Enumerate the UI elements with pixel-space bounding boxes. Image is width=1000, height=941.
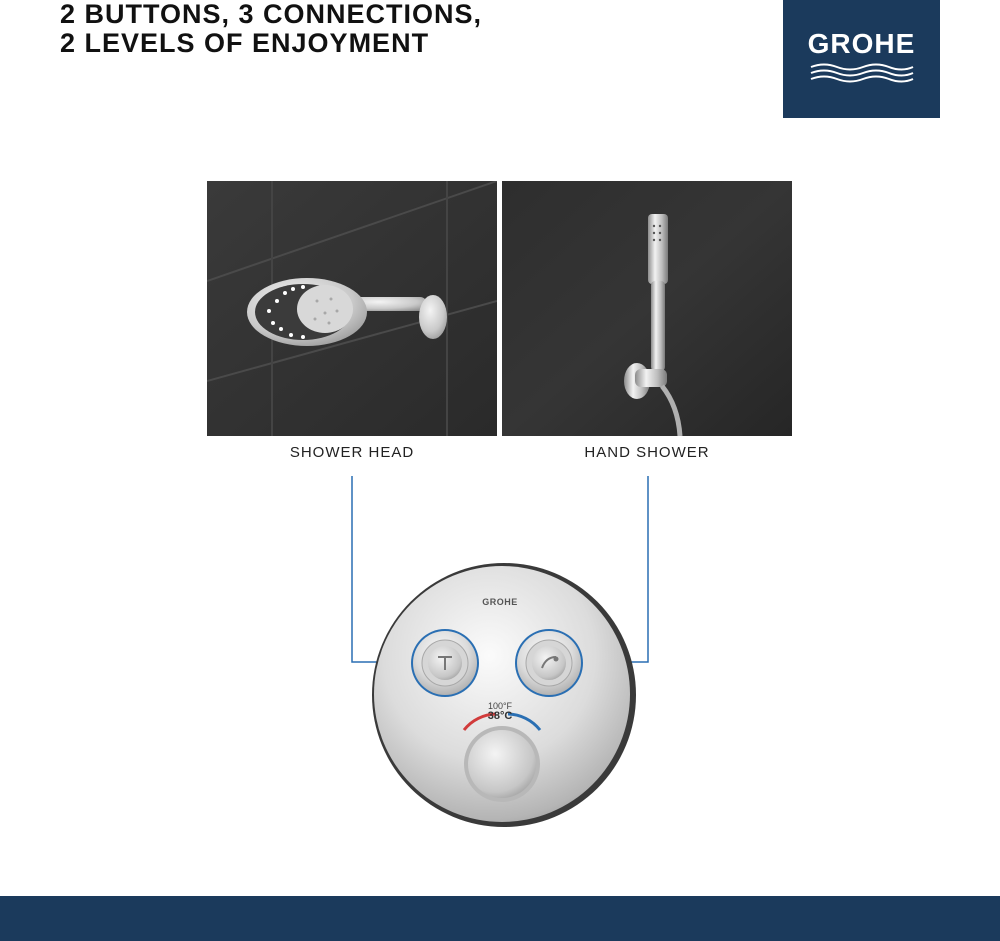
- right-button[interactable]: [515, 629, 583, 697]
- headline-line-2: 2 LEVELS OF ENJOYMENT: [60, 28, 430, 58]
- temp-c-label: 38°C: [487, 710, 513, 722]
- left-button[interactable]: [411, 629, 479, 697]
- temperature-knob[interactable]: [464, 726, 540, 802]
- hand-shower-caption: HAND SHOWER: [584, 444, 710, 461]
- shower-head-caption: SHOWER HEAD: [289, 444, 415, 461]
- headline-line-1: 2 BUTTONS, 3 CONNECTIONS,: [60, 0, 483, 29]
- footer-bar: [0, 896, 1000, 941]
- valve-brand-mark: GROHE: [482, 597, 518, 607]
- logo-text: GROHE: [807, 28, 916, 59]
- temp-f-label: 100°F: [487, 701, 513, 711]
